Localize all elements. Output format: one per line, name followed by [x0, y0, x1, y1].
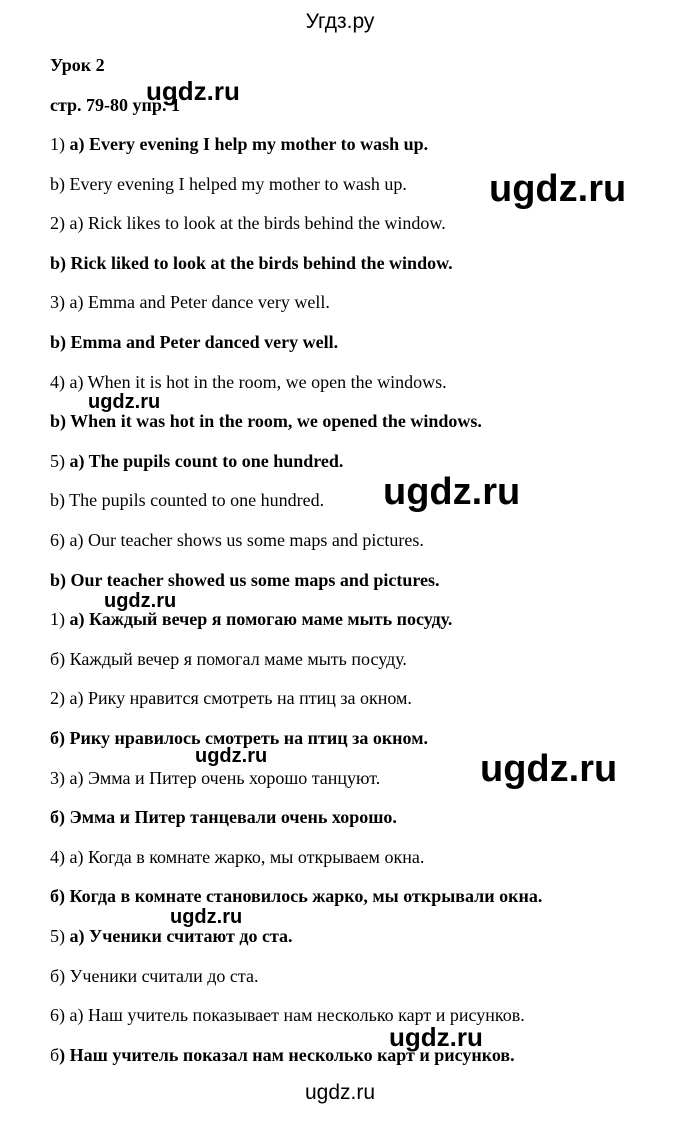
answer-text: 2) a) Rick likes to look at the birds behind the window.: [50, 213, 446, 233]
answer-text: 4) а) Когда в комнате жарко, мы открываем окна.: [50, 847, 425, 867]
answer-line: [50, 451, 343, 472]
answer-line: [50, 688, 412, 709]
answer-line: [50, 807, 397, 828]
watermark: ugdz.ru: [195, 745, 268, 767]
answer-line: [50, 570, 440, 591]
answer-line: [50, 292, 330, 313]
answer-text: b) Every evening I helped my mother to wash up.: [50, 174, 407, 194]
answer-text: б) Когда в комнате становилось жарко, мы открывали окна.: [50, 886, 543, 906]
answer-line: [50, 332, 338, 353]
answer-text: 4) a) When it is hot in the room, we open the windows.: [50, 372, 447, 392]
answer-text: б) Ученики считали до ста.: [50, 966, 259, 986]
answer-text: б) Каждый вечер я помогал маме мыть посуду.: [50, 649, 407, 669]
answer-text: а) Каждый вечер я помогаю маме мыть посуду.: [69, 609, 453, 629]
answer-number: 1): [50, 609, 70, 629]
answer-text: a) Every evening I help my mother to wash up.: [69, 134, 429, 154]
answer-number: 5): [50, 926, 70, 946]
answer-text: b) Emma and Peter danced very well.: [50, 332, 339, 352]
watermark: ugdz.ru: [170, 906, 243, 928]
answer-line: [50, 372, 447, 393]
answer-line: [50, 490, 324, 511]
answer-line: [50, 174, 407, 195]
answer-line: [50, 411, 482, 432]
answer-text: 3) a) Emma and Peter dance very well.: [50, 292, 330, 312]
answer-line: [50, 134, 428, 155]
answer-text: 3) а) Эмма и Питер очень хорошо танцуют.: [50, 768, 381, 788]
site-header: Угдз.ру: [305, 10, 375, 33]
answer-text: b) Rick liked to look at the birds behind the window.: [50, 253, 453, 273]
exercise-reference: стр. 79-80 упр. 1: [50, 95, 180, 115]
answer-line: [50, 966, 258, 987]
answer-line: [50, 886, 542, 907]
watermark: ugdz.ru: [146, 76, 240, 106]
answer-text: а) Ученики считают до ста.: [69, 926, 293, 946]
answer-number: б: [50, 1045, 60, 1065]
answer-line: [50, 649, 407, 670]
answer-text: б) Эмма и Питер танцевали очень хорошо.: [50, 807, 397, 827]
watermark: ugdz.ru: [480, 748, 618, 790]
watermark: ugdz.ru: [489, 168, 627, 210]
watermark: ugdz.ru: [104, 590, 177, 612]
watermark: ugdz.ru: [88, 391, 161, 413]
answer-line: [50, 847, 424, 868]
answer-line: [50, 213, 446, 234]
site-footer: ugdz.ru: [304, 1081, 376, 1104]
answer-text: б) Рику нравилось смотреть на птиц за окном.: [50, 728, 428, 748]
watermark: ugdz.ru: [389, 1022, 483, 1052]
answer-number: 1): [50, 134, 70, 154]
answer-line: [50, 530, 424, 551]
watermark: ugdz.ru: [383, 471, 521, 513]
answer-text: a) The pupils count to one hundred.: [69, 451, 344, 471]
answer-line: [50, 768, 380, 789]
answer-text: 6) а) Наш учитель показывает нам несколько карт и рисунков.: [50, 1005, 525, 1025]
answer-number: 5): [50, 451, 70, 471]
answer-text: ) Наш учитель показал нам несколько карт и рисунков.: [59, 1045, 515, 1065]
answer-text: 2) а) Рику нравится смотреть на птиц за окном.: [50, 688, 412, 708]
lesson-title: Урок 2: [50, 55, 105, 75]
answer-line: [50, 926, 293, 947]
answer-line: [50, 253, 453, 274]
answer-text: b) The pupils counted to one hundred.: [50, 490, 325, 510]
answer-text: b) Our teacher showed us some maps and pictures.: [50, 570, 440, 590]
answer-text: b) When it was hot in the room, we opened the windows.: [50, 411, 482, 431]
answer-text: 6) a) Our teacher shows us some maps and pictures.: [50, 530, 424, 550]
